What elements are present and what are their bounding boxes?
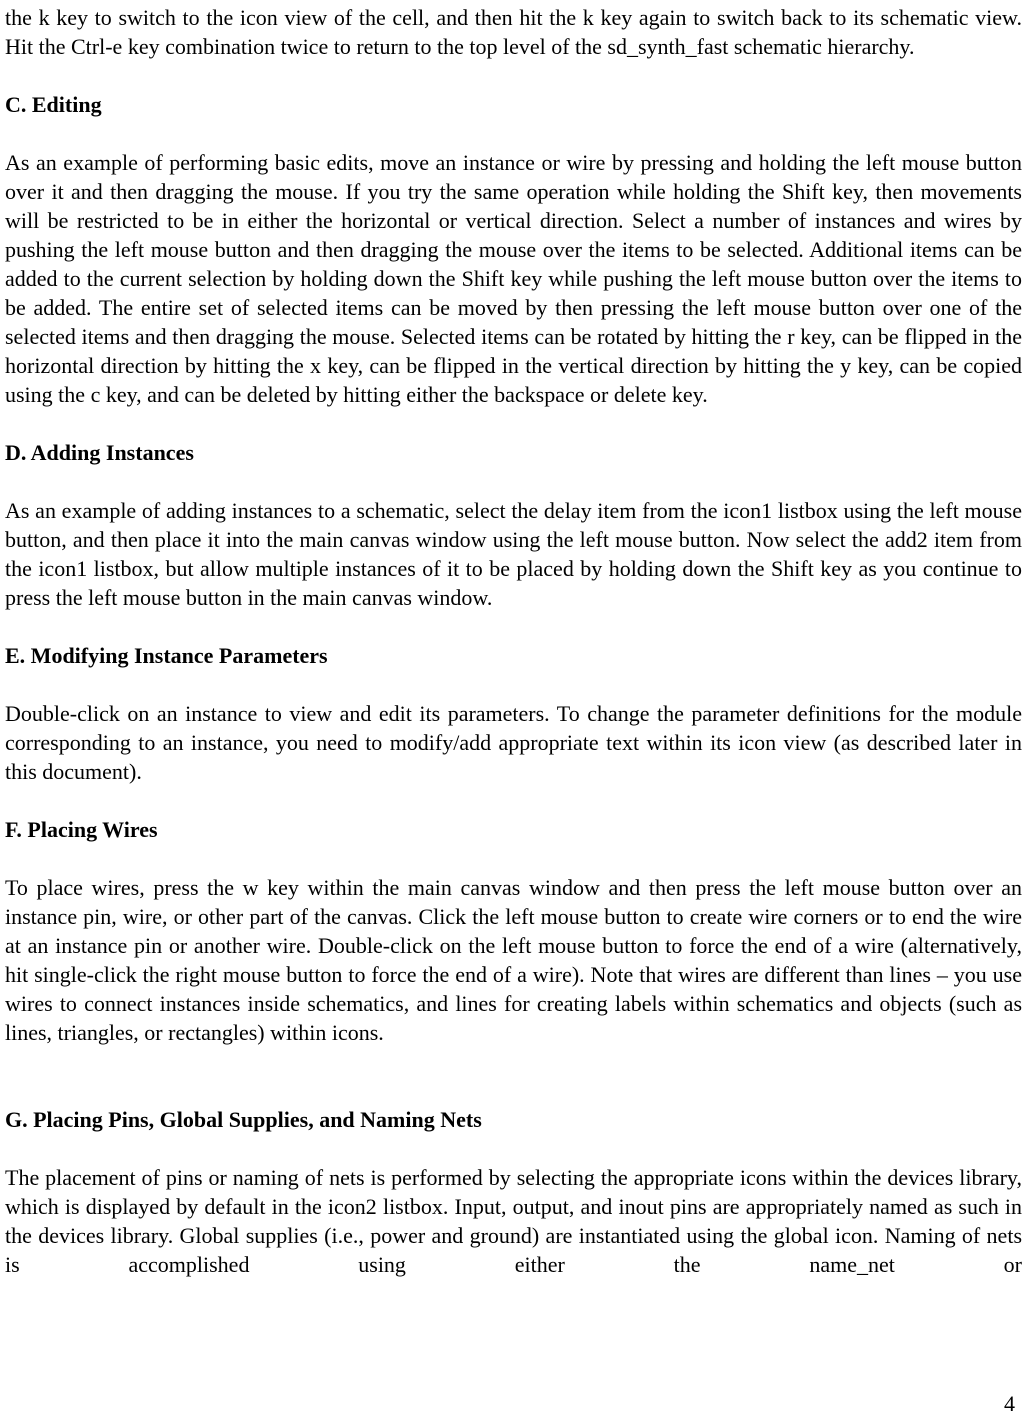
text-run: key combination twice to return to the top level of the sd_synth_fast schematic hierarchy. xyxy=(122,34,915,59)
bold-text-run: Ctrl-e xyxy=(71,34,123,59)
bold-text-run: name_net xyxy=(809,1252,895,1277)
text-run: key, then movements will be restricted to be in either the horizontal or vertical direction. Select a number of instances and wires by pushing the left mouse button and then dragging the mouse over the items to be selected. Additional items can be added to the current selection by holding down the xyxy=(5,179,1022,291)
bold-text-run: k xyxy=(38,5,50,30)
bold-text-run: inout xyxy=(618,1194,664,1219)
text-run: key to switch to the icon view of the cell, and then hit the xyxy=(49,5,583,30)
bold-text-run: G. Placing Pins, Global Supplies, and Naming Nets xyxy=(5,1107,482,1132)
paragraph xyxy=(5,1163,1022,1279)
bold-text-run: y xyxy=(840,353,852,378)
bold-text-run: x xyxy=(310,353,322,378)
text-run: Double-click on an instance to view and edit its parameters. To change the parameter definitions for the module corresponding to an instance, you need to modify/add appropriate text within its icon view (as described later in this document). xyxy=(5,701,1022,784)
section-heading xyxy=(5,438,1022,467)
paragraph xyxy=(5,496,1022,612)
text-run: key, and can be deleted by hitting either the xyxy=(100,382,495,407)
bold-text-run: D. Adding Instances xyxy=(5,440,194,465)
text-run: , xyxy=(500,1194,513,1219)
bold-text-run: w xyxy=(242,875,259,900)
bold-text-run: r xyxy=(787,324,795,349)
text-run: or xyxy=(894,1252,1022,1277)
text-run: key while pushing the left mouse button over the items to be added. The entire set of selected items can be moved by then pressing the left mouse button over one of the selected items and then dragging the mouse. Selected items can be rotated by hitting the xyxy=(5,266,1022,349)
bold-text-run: k xyxy=(582,5,594,30)
bold-text-run: C. Editing xyxy=(5,92,102,117)
section-heading xyxy=(5,1105,1022,1134)
section-heading xyxy=(5,641,1022,670)
paragraph xyxy=(5,3,1022,61)
text-run: icon. Naming of nets is accomplished using either the xyxy=(5,1223,1023,1277)
text-run: key again to switch back to its schematic view. Hit the xyxy=(5,5,1022,59)
paragraph xyxy=(5,148,1022,409)
text-run: key within the main canvas window and then press the left mouse button over an instance pin, wire, or other part of the canvas. Click the left mouse button to create wire corners or to end the wire at an instance pin or another wire. Double-click on the left mouse button to force the end of a wire (alternatively, hit single-click the right mouse button to force the end of a wire). Note that wires are different than lines – you use wires to connect instances inside schematics, and lines for creating labels within schematics and objects (such as lines, triangles, or rectangles) within icons. xyxy=(5,875,1022,1045)
bold-text-run: delete xyxy=(613,382,667,407)
document-body xyxy=(5,3,1022,1279)
text-run: key, can be flipped in the vertical direction by hitting the xyxy=(321,353,841,378)
text-run: key, can be flipped in the horizontal direction by hitting the xyxy=(5,324,1022,378)
text-run: key. xyxy=(666,382,708,407)
bold-text-run: c xyxy=(90,382,101,407)
bold-text-run: backspace xyxy=(494,382,585,407)
text-run: the xyxy=(5,5,39,30)
page-number: 4 xyxy=(1004,1391,1015,1416)
bold-text-run: Shift xyxy=(781,179,825,204)
text-run: key as you continue to press the left mouse button in the main canvas window. xyxy=(5,556,1022,610)
bold-text-run: Shift xyxy=(771,556,814,581)
text-run: , and xyxy=(568,1194,619,1219)
text-run: As an example of performing basic edits, move an instance or wire by pressing and holding the left mouse button over it and then dragging the mouse. If you try the same operation while holding the xyxy=(5,150,1022,204)
paragraph xyxy=(5,873,1022,1047)
bold-text-run: output xyxy=(512,1194,569,1219)
bold-text-run: F. Placing Wires xyxy=(5,817,158,842)
text-run: key, can be copied using the xyxy=(5,353,1022,407)
paragraph xyxy=(5,699,1022,786)
bold-text-run: global xyxy=(773,1223,829,1248)
section-heading xyxy=(5,90,1022,119)
bold-text-run: Input xyxy=(454,1194,501,1219)
text-run: As an example of adding instances to a schematic, select the delay item from the icon1 listbox using the left mouse button, and then place it into the main canvas window using the left mouse button. Now select the add2 item from the icon1 listbox, but allow multiple instances of it to be placed by holding down the xyxy=(5,498,1022,581)
text-run: To place wires, press the xyxy=(5,875,243,900)
bold-text-run: E. Modifying Instance Parameters xyxy=(5,643,328,668)
text-run: The placement of pins or naming of nets is performed by selecting the appropriate icons within the devices library, which is displayed by default in the icon2 listbox. xyxy=(5,1165,1022,1219)
text-run: pins are appropriately named as such in the devices library. Global supplies (i.e., power and ground) are instantiated using the xyxy=(5,1194,1023,1248)
text-run: or xyxy=(584,382,614,407)
bold-text-run: Shift xyxy=(461,266,505,291)
section-heading xyxy=(5,815,1022,844)
